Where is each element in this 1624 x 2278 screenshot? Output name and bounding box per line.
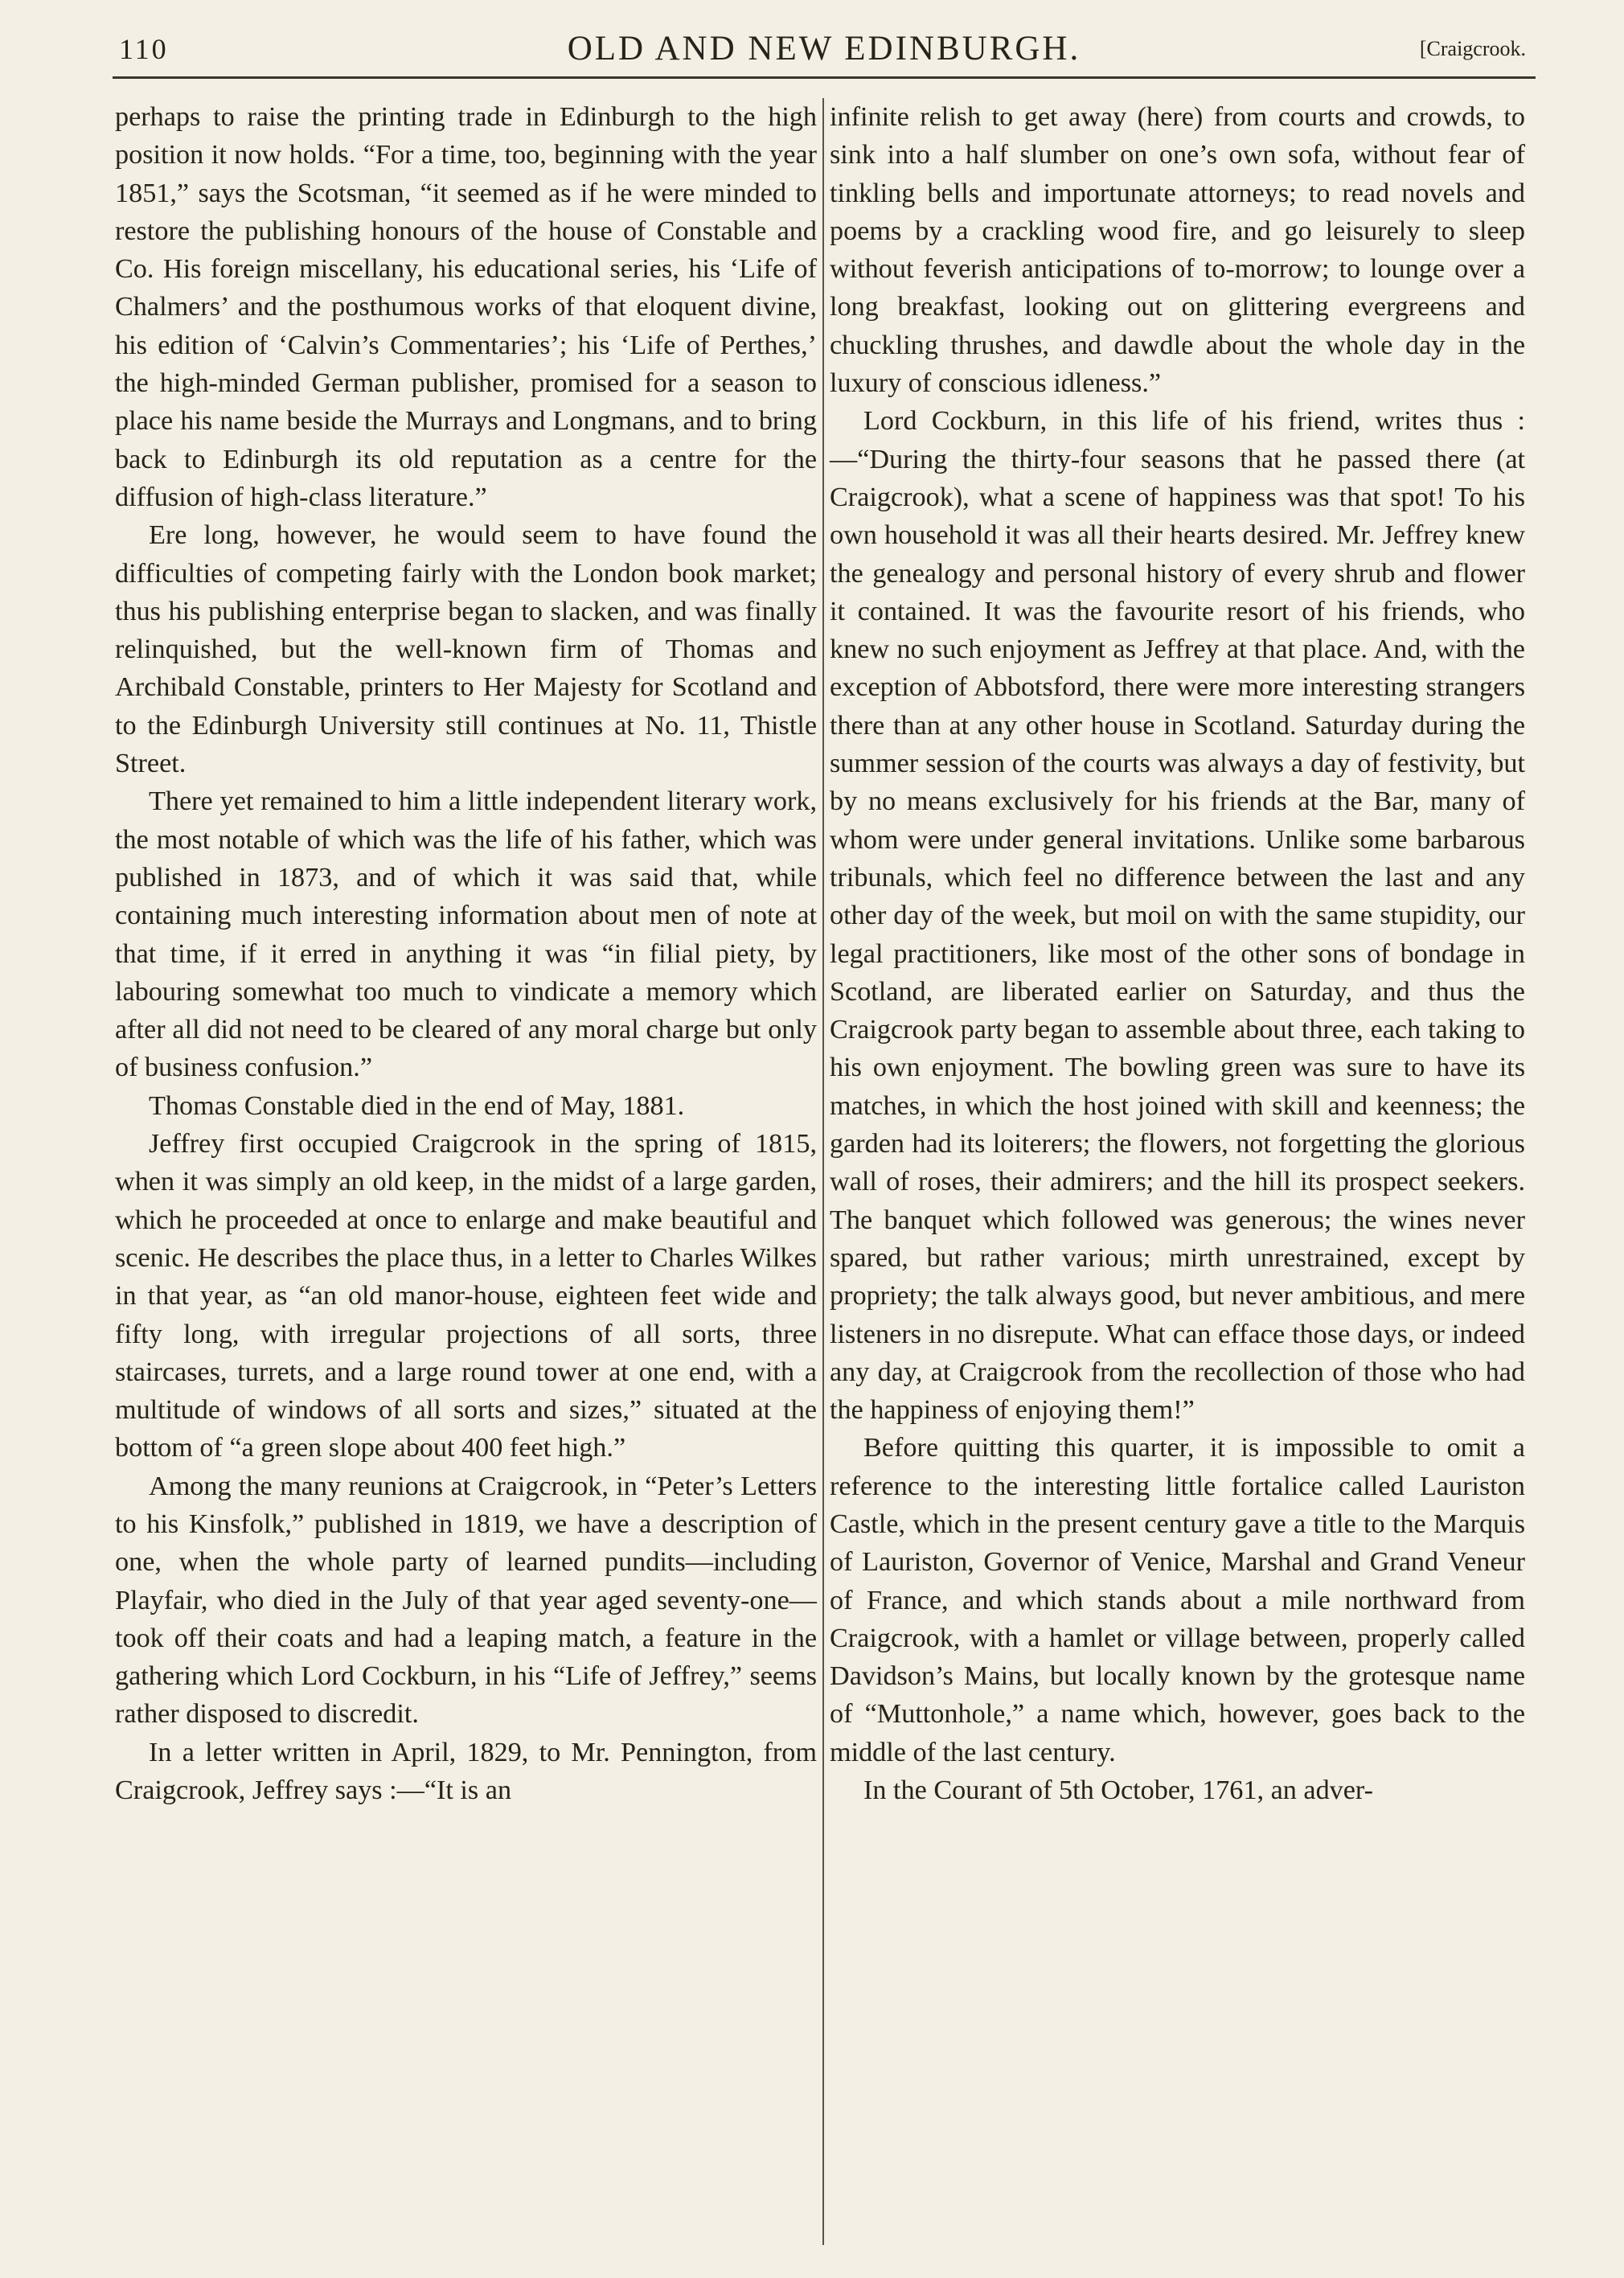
running-title: OLD AND NEW EDINBURGH. bbox=[567, 30, 1081, 68]
right-column bbox=[830, 98, 1525, 1809]
paragraph: Lord Cockburn, in this life of his friend, writes thus :—“During the thirty-four seasons that he passed there (at Craigcrook), what a scene of happiness was that spot! To his own household it was all their hearts desired. Mr. Jeffrey knew the genealogy and personal history of every shrub and flower it contained. It was the favourite resort of his friends, who knew no such enjoyment as Jeffrey at that place. And, with the exception of Abbotsford, there were more interesting strangers there than at any other house in Scotland. Saturday during the summer session of the courts was always a day of festivity, but by no means exclusively for his friends at the Bar, many of whom were under general invitations. Unlike some barbarous tribunals, which feel no difference between the last and any other day of the week, but moil on with the same stupidity, our legal practitioners, like most of the other sons of bondage in Scotland, are liberated earlier on Saturday, and thus the Craigcrook party began to assemble about three, each taking to his own enjoyment. The bowling green was sure to have its matches, in which the host joined with skill and keenness; the garden had its loiterers; the flowers, not forgetting the glorious wall of roses, their admirers; and the hill its prospect seekers. The banquet which followed was generous; the wines never spared, but rather various; mirth unrestrained, except by propriety; the talk always good, but never ambitious, and mere listeners in no disrepute. What can efface those days, or indeed any day, at Craigcrook from the recollection of those who had the happiness of enjoying them!” bbox=[830, 406, 1525, 1426]
running-header bbox=[113, 27, 1536, 76]
section-tag: [Craigcrook. bbox=[1419, 37, 1526, 60]
paragraph: Jeffrey first occupied Craigcrook in the spring of 1815, when it was simply an old keep, in the midst of a large garden, which he proceeded at once to enlarge and make beautiful and scenic. He describes the place thus, in a letter to Charles Wilkes in that year, as “an old manor-house, eighteen feet wide and fifty long, with irregular projections of all sorts, three staircases, turrets, and a large round tower at one end, with a multitude of windows of all sorts and sizes,” situated at the bottom of “a green slope about 400 feet high.” bbox=[115, 1129, 817, 1463]
paragraph: In the Courant of 5th October, 1761, an adver- bbox=[863, 1775, 1374, 1806]
paragraph: There yet remained to him a little independent literary work, the most notable of which was the life of his father, which was published in 1873, and of which it was said that, while containing much interesting information about men of note at that time, if it erred in anything it was “in filial piety, by labouring somewhat too much to vindicate a memory which after all did not need to be cleared of any moral charge but only of business confusion.” bbox=[115, 786, 817, 1083]
paragraph: infinite relish to get away (here) from courts and crowds, to sink into a half slumber on one’s own sofa, without fear of tinkling bells and importunate attorneys; to read novels and poems by a crackling wood fire, and go leisurely to sleep without feverish anticipations of to-morrow; to lounge over a long breakfast, looking out on glittering evergreens and chuckling thrushes, and dawdle about the whole day in the luxury of conscious idleness.” bbox=[830, 102, 1525, 399]
column-divider bbox=[822, 98, 824, 2245]
paragraph: In a letter written in April, 1829, to Mr. Pennington, from Craigcrook, Jeffrey says :—“It is an bbox=[115, 1737, 817, 1806]
paragraph: Ere long, however, he would seem to have found the difficulties of competing fairly with the London book market; thus his publishing enterprise began to slacken, and was finally relinquished, but the well-known firm of Thomas and Archibald Constable, printers to Her Majesty for Scotland and to the Edinburgh University still continues at No. 11, Thistle Street. bbox=[115, 520, 817, 779]
paragraph: Before quitting this quarter, it is impossible to omit a reference to the interesting little fortalice called Lauriston Castle, which in the present century gave a title to the Marquis of Lauriston, Governor of Venice, Marshal and Grand Veneur of France, and which stands about a mile northward from Craigcrook, with a hamlet or village between, properly called Davidson’s Mains, but locally known by the grotesque name of “Muttonhole,” a name which, however, goes back to the middle of the last century. bbox=[830, 1433, 1525, 1767]
left-column bbox=[115, 98, 817, 1809]
paragraph: perhaps to raise the printing trade in Edinburgh to the high position it now holds. “For a time, too, beginning with the year 1851,” says the Scotsman, “it seemed as if he were minded to restore the publishing honours of the house of Constable and Co. His foreign miscellany, his educational series, his ‘Life of Chalmers’ and the posthumous works of that eloquent divine, his edition of ‘Calvin’s Commentaries’; his ‘Life of Perthes,’ the high-minded German publisher, promised for a season to place his name beside the Murrays and Longmans, and to bring back to Edinburgh its old reputation as a centre for the diffusion of high-class literature.” bbox=[115, 102, 817, 512]
paragraph: Thomas Constable died in the end of May, 1881. bbox=[149, 1090, 685, 1121]
page-number: 110 bbox=[119, 33, 169, 65]
paragraph: Among the many reunions at Craigcrook, in “Peter’s Letters to his Kinsfolk,” published in 1819, we have a description of one, when the whole party of learned pundits—including Playfair, who died in the July of that year aged seventy-one—took off their coats and had a leaping match, a feature in the gathering which Lord Cockburn, in his “Life of Jeffrey,” seems rather disposed to discredit. bbox=[115, 1471, 817, 1730]
header-rule bbox=[113, 76, 1536, 79]
